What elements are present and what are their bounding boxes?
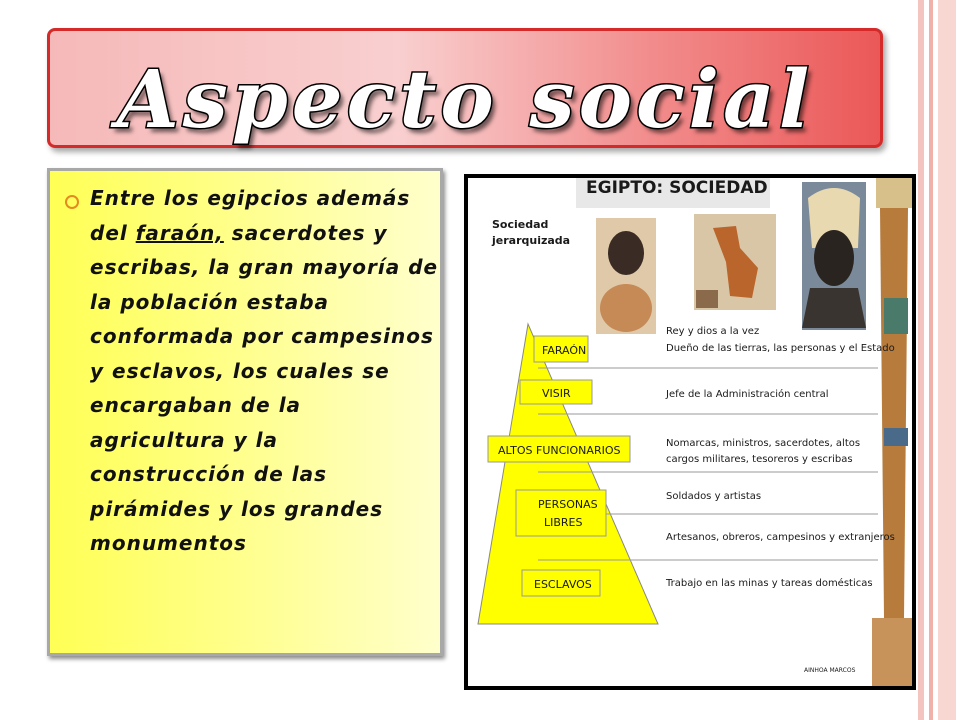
bullet-icon xyxy=(65,195,79,209)
level-label-personas-1: PERSONAS xyxy=(538,498,598,511)
level-label-visir: VISIR xyxy=(542,387,571,400)
right-rail-mid xyxy=(929,0,933,720)
scribe-statue-image xyxy=(596,218,656,334)
desc-faraon-1: Rey y dios a la vez xyxy=(666,326,760,337)
desc-personas-2: Artesanos, obreros, campesinos y extranjeros xyxy=(666,532,895,543)
society-diagram xyxy=(468,178,912,686)
king-statue-image xyxy=(802,182,866,330)
desc-visir: Jefe de la Administración central xyxy=(666,389,829,400)
title-banner xyxy=(47,28,883,148)
level-label-personas-2: LIBRES xyxy=(544,516,583,529)
level-label-faraon: FARAÓN xyxy=(542,344,587,357)
faraon-link: faraón, xyxy=(135,220,224,245)
desc-esclavos: Trabajo en las minas y tareas domésticas xyxy=(666,578,873,589)
caption-line1: Sociedad xyxy=(492,218,549,231)
desc-altos-2: cargos militares, tesoreros y escribas xyxy=(666,454,853,465)
caption-line2: jerarquizada xyxy=(492,234,571,247)
body-paragraph: Entre los egipcios además del faraón, sacerdotes y escribas, la gran mayoría de la población estaba conformada por campesinos y esclavos, los cuales se encargaban de la agricultura y la construcción de las pirámides y los grandes monumentos xyxy=(90,186,439,555)
desc-faraon-2: Dueño de las tierras, las personas y el Estado xyxy=(666,343,895,354)
farmer-painting-image xyxy=(694,214,776,310)
right-rail-band xyxy=(938,0,956,720)
level-box-personas xyxy=(516,490,606,536)
desc-altos-1: Nomarcas, ministros, sacerdotes, altos xyxy=(666,438,861,449)
text-box xyxy=(47,168,443,656)
egyptian-column xyxy=(872,178,912,686)
image-credit: AINHOA MARCOS xyxy=(804,667,856,674)
desc-personas-1: Soldados y artistas xyxy=(666,491,762,502)
diagram-heading: EGIPTO: SOCIEDAD xyxy=(586,178,768,198)
society-diagram-image xyxy=(464,174,916,690)
level-label-altos: ALTOS FUNCIONARIOS xyxy=(498,444,621,457)
right-rail-outer xyxy=(918,0,924,720)
level-label-esclavos: ESCLAVOS xyxy=(534,578,592,591)
slide-title: Aspecto social xyxy=(116,52,814,146)
